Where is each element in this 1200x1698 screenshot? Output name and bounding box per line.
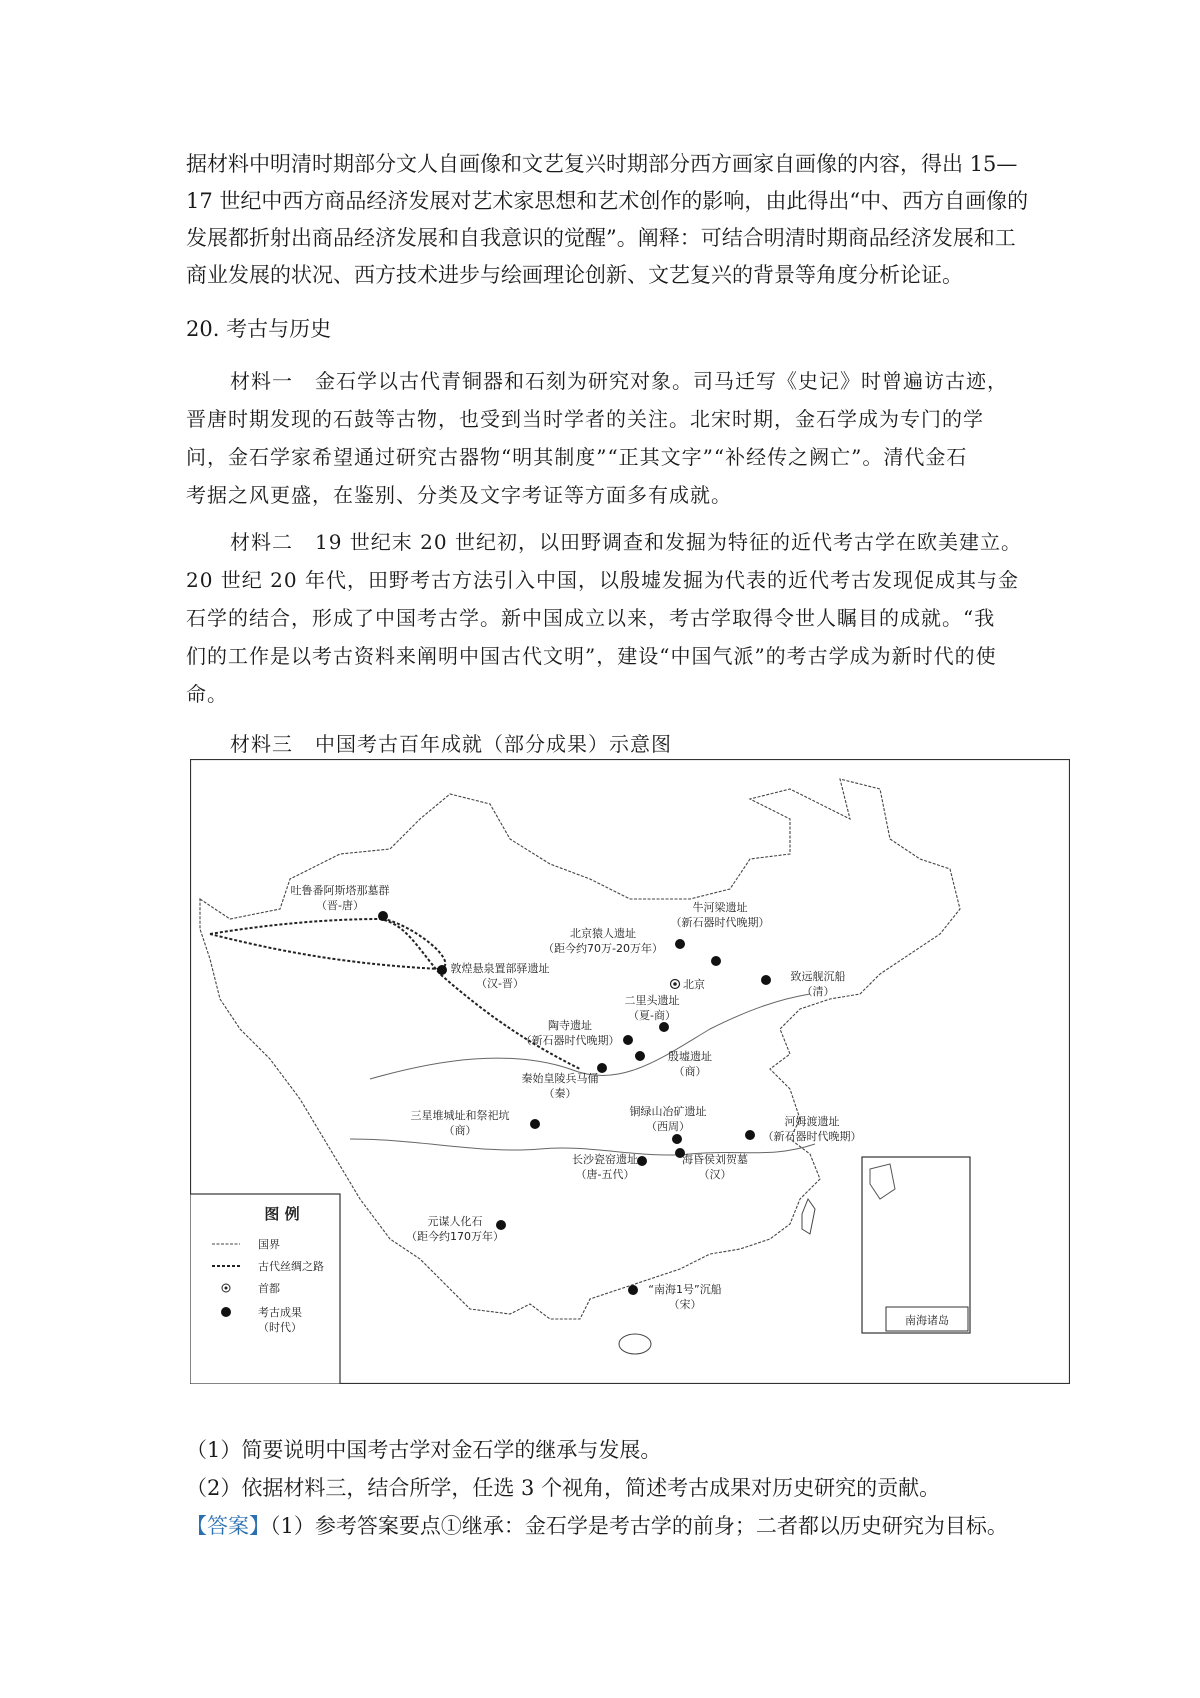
material1-line: 金石学以古代青铜器和石刻为研究对象。司马迁写《史记》时曾遍访古迹，: [315, 369, 1008, 393]
legend-title: 图 例: [264, 1205, 300, 1223]
svg-text:长沙瓷窑遗址: 长沙瓷窑遗址: [572, 1153, 638, 1166]
svg-text:（商）: （商）: [443, 1124, 477, 1137]
svg-text:（唐-五代）: （唐-五代）: [575, 1168, 635, 1181]
svg-text:陶寺遗址: 陶寺遗址: [548, 1019, 592, 1032]
svg-text:（商）: （商）: [673, 1065, 707, 1078]
svg-text:海昏侯刘贺墓: 海昏侯刘贺墓: [682, 1153, 748, 1166]
svg-text:河姆渡遗址: 河姆渡遗址: [784, 1115, 840, 1128]
svg-text:（新石器时代晚期）: （新石器时代晚期）: [762, 1130, 862, 1143]
svg-text:（西周）: （西周）: [646, 1120, 690, 1133]
legend-item: 古代丝绸之路: [258, 1260, 324, 1273]
material1-line: 考据之风更盛，在鉴别、分类及文字考证等方面多有成就。: [186, 483, 732, 507]
svg-text:秦始皇陵兵马俑: 秦始皇陵兵马俑: [521, 1072, 599, 1085]
material2-line: 20 世纪 20 年代，田野考古方法引入中国，以殷墟发掘为代表的近代考古发现促成其与金: [186, 568, 1019, 592]
svg-text:二里头遗址: 二里头遗址: [624, 994, 680, 1007]
svg-text:（新石器时代晚期）: （新石器时代晚期）: [520, 1034, 620, 1047]
svg-text:（汉-晋）: （汉-晋）: [476, 977, 524, 990]
svg-text:（晋-唐）: （晋-唐）: [316, 899, 364, 912]
svg-text:（汉）: （汉）: [698, 1168, 732, 1181]
map-legend: [190, 1194, 340, 1384]
map-svg: [190, 759, 1070, 1384]
material1-line: 问，金石学家希望通过研究古器物“明其制度”“正其文字”“补经传之阙亡”。清代金石: [186, 445, 968, 469]
legend-item: 首都: [258, 1282, 280, 1295]
material2-line: 们的工作是以考古资料来阐明中国古代文明”，建设“中国气派”的考古学成为新时代的使: [186, 644, 997, 668]
material3-caption: 中国考古百年成就（部分成果）示意图: [315, 732, 672, 756]
capital-label: 北京: [683, 978, 705, 991]
question-1: （1）简要说明中国考古学对金石学的继承与发展。: [186, 1438, 662, 1462]
svg-text:“南海1号”沉船: “南海1号”沉船: [648, 1283, 722, 1296]
svg-text:致远舰沉船: 致远舰沉船: [790, 970, 846, 983]
svg-text:殷墟遗址: 殷墟遗址: [668, 1050, 712, 1063]
question-title: 20. 考古与历史: [186, 317, 332, 341]
svg-text:牛河梁遗址: 牛河梁遗址: [692, 901, 748, 914]
svg-text:敦煌悬泉置部驿遗址: 敦煌悬泉置部驿遗址: [450, 962, 550, 975]
legend-item: 考古成果: [258, 1306, 302, 1319]
svg-text:元谋人化石: 元谋人化石: [427, 1215, 483, 1228]
material2-line: 命。: [186, 682, 228, 706]
material3-label: 材料三: [230, 732, 293, 756]
question-2: （2）依据材料三，结合所学，任选 3 个视角，简述考古成果对历史研究的贡献。: [186, 1476, 941, 1500]
svg-text:（秦）: （秦）: [543, 1087, 577, 1100]
capital-dot: [673, 982, 677, 986]
legend-item: （时代）: [258, 1321, 302, 1334]
svg-text:（宋）: （宋）: [668, 1298, 702, 1311]
archaeology-map: [190, 759, 1070, 1384]
material1-line: 晋唐时期发现的石鼓等古物，也受到当时学者的关注。北宋时期，金石学成为专门的学: [186, 407, 984, 431]
inset-label: 南海诸岛: [905, 1314, 949, 1327]
svg-text:吐鲁番阿斯塔那墓群: 吐鲁番阿斯塔那墓群: [290, 884, 390, 897]
answer-text: （1）参考答案要点①继承：金石学是考古学的前身；二者都以历史研究为目标。: [270, 1514, 1008, 1538]
intro-paragraph: 据材料中明清时期部分文人自画像和文艺复兴时期部分西方画家自画像的内容，得出 15—17 世纪中西方商品经济发展对艺术家思想和艺术创作的影响，由此得出“中、西方自画像的发展都折射出商品经济发展和自我意识的觉醒”。阐释：可结合明清时期商品经济发展和工商业发展的状况、西方技术进步与绘画理论创新、文艺复兴的背景等角度分析论证。: [186, 152, 1029, 287]
svg-text:（距今约170万年）: （距今约170万年）: [406, 1230, 504, 1243]
svg-text:三星堆城址和祭祀坑: 三星堆城址和祭祀坑: [410, 1109, 510, 1122]
svg-text:铜绿山冶矿遗址: 铜绿山冶矿遗址: [629, 1105, 707, 1118]
svg-text:（夏-商）: （夏-商）: [628, 1009, 676, 1022]
answer-line: [186, 1510, 1008, 1540]
material2-line: 石学的结合，形成了中国考古学。新中国成立以来，考古学取得令世人瞩目的成就。“我: [186, 606, 996, 630]
svg-text:（距今约70万-20万年）: （距今约70万-20万年）: [543, 942, 663, 955]
legend-item: 国界: [258, 1238, 280, 1251]
material2-label: 材料二: [230, 530, 293, 554]
material2-line: 19 世纪末 20 世纪初，以田野调查和发掘为特征的近代考古学在欧美建立。: [315, 530, 1022, 554]
svg-text:（清）: （清）: [801, 985, 835, 998]
svg-text:（新石器时代晚期）: （新石器时代晚期）: [670, 916, 770, 929]
svg-text:北京猿人遗址: 北京猿人遗址: [570, 927, 636, 940]
answer-tag: 【答案】: [186, 1514, 270, 1538]
material1-label: 材料一: [230, 369, 293, 393]
